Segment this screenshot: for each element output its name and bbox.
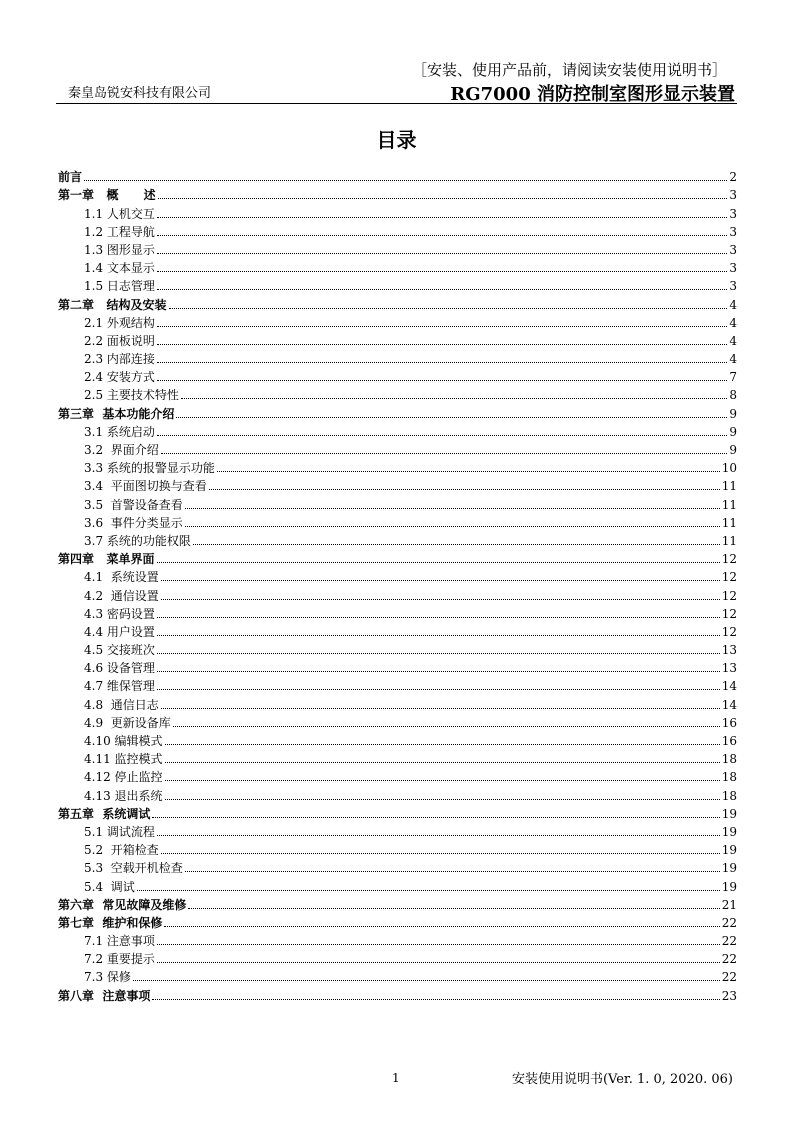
toc-dot-leader (209, 489, 720, 490)
header-product-title: RG7000 消防控制室图形显示装置 (450, 84, 735, 105)
toc-entry-label: 1.4 文本显示 (84, 261, 155, 276)
toc-entry-page: 18 (721, 770, 737, 785)
toc-dot-leader (173, 726, 720, 727)
toc-entry-page: 4 (729, 297, 737, 312)
toc-dot-leader (185, 508, 720, 509)
toc-entry-label: 3.4 平面图切换与查看 (84, 479, 207, 494)
table-of-contents (58, 166, 737, 1003)
toc-dot-leader (152, 999, 719, 1000)
toc-section-entry[interactable] (58, 730, 737, 748)
toc-entry-page: 19 (721, 824, 737, 839)
toc-entry-label: 4.10 编辑模式 (84, 734, 163, 748)
toc-entry-page: 19 (721, 806, 737, 821)
header-note: ［安装、使用产品前，请阅读安装使用说明书］ (411, 61, 727, 79)
toc-entry-label: 第一章 概 述 (58, 188, 156, 203)
toc-entry-page: 12 (721, 552, 737, 567)
toc-section-entry[interactable] (58, 312, 737, 330)
toc-dot-leader (161, 453, 728, 454)
toc-dot-leader (157, 362, 727, 363)
toc-dot-leader (84, 180, 727, 181)
toc-entry-label: 3.3 系统的报警显示功能 (84, 461, 215, 476)
toc-dot-leader (185, 871, 720, 872)
toc-dot-leader (133, 980, 720, 981)
toc-entry-page: 16 (721, 734, 737, 748)
toc-dot-leader (217, 471, 720, 472)
toc-entry-label: 4.12 停止监控 (84, 770, 163, 785)
toc-section-entry[interactable] (58, 603, 737, 621)
toc-entry-page: 3 (729, 224, 737, 239)
toc-chapter-entry[interactable] (58, 912, 737, 930)
toc-entry-page: 13 (721, 643, 737, 658)
toc-entry-label: 4.11 监控模式 (84, 752, 163, 767)
toc-chapter-entry[interactable] (58, 894, 737, 912)
toc-section-entry[interactable] (58, 675, 737, 693)
toc-section-entry[interactable] (58, 930, 737, 948)
toc-entry-label: 第三章 基本功能介绍 (58, 406, 175, 421)
toc-entry-page: 14 (721, 679, 737, 694)
toc-entry-page: 22 (721, 934, 737, 949)
toc-entry-label: 7.1 注意事项 (84, 934, 155, 949)
toc-entry-page: 9 (729, 443, 737, 457)
toc-dot-leader (157, 271, 727, 272)
toc-dot-leader (165, 744, 720, 745)
toc-chapter-entry[interactable] (58, 166, 737, 184)
toc-section-entry[interactable] (58, 639, 737, 657)
toc-section-entry[interactable] (58, 475, 737, 493)
toc-entry-page: 14 (721, 697, 737, 712)
toc-entry-page: 3 (729, 279, 737, 294)
toc-entry-page: 11 (721, 533, 737, 548)
toc-entry-label: 3.1 系统启动 (84, 424, 155, 439)
footer-page-number: 1 (392, 1071, 400, 1085)
toc-entry-page: 21 (721, 897, 737, 912)
toc-section-entry[interactable] (58, 712, 737, 730)
toc-dot-leader (161, 580, 720, 581)
toc-dot-leader (188, 908, 719, 909)
toc-chapter-entry[interactable] (58, 548, 737, 566)
toc-entry-label: 1.2 工程导航 (84, 224, 155, 239)
toc-dot-leader (137, 890, 720, 891)
toc-entry-page: 10 (721, 461, 737, 476)
toc-section-entry[interactable] (58, 366, 737, 384)
toc-entry-page: 3 (729, 242, 737, 257)
toc-dot-leader (157, 562, 720, 563)
toc-entry-label: 5.4 调试 (84, 879, 135, 894)
toc-dot-leader (157, 635, 720, 636)
toc-dot-leader (157, 653, 720, 654)
toc-entry-label: 5.1 调试流程 (84, 824, 155, 839)
toc-entry-page: 3 (729, 206, 737, 221)
toc-dot-leader (185, 526, 720, 527)
toc-entry-label: 第七章 维护和保修 (58, 915, 163, 930)
toc-entry-label: 第八章 注意事项 (58, 988, 151, 1003)
toc-entry-label: 第六章 常见故障及维修 (58, 897, 187, 912)
toc-entry-page: 4 (729, 333, 737, 348)
toc-section-entry[interactable] (58, 239, 737, 257)
toc-section-entry[interactable] (58, 221, 737, 239)
toc-dot-leader (165, 780, 720, 781)
toc-section-entry[interactable] (58, 748, 737, 766)
toc-dot-leader (157, 689, 720, 690)
toc-dot-leader (161, 853, 720, 854)
toc-entry-page: 19 (721, 861, 737, 876)
toc-entry-page: 11 (721, 479, 737, 494)
toc-chapter-entry[interactable] (58, 984, 737, 1002)
toc-dot-leader (157, 253, 727, 254)
toc-dot-leader (161, 599, 720, 600)
toc-section-entry[interactable] (58, 821, 737, 839)
toc-section-entry[interactable] (58, 202, 737, 220)
toc-entry-label: 2.3 内部连接 (84, 352, 155, 367)
toc-chapter-entry[interactable] (58, 184, 737, 202)
toc-entry-label: 2.1 外观结构 (84, 315, 155, 330)
toc-entry-label: 3.6 事件分类显示 (84, 515, 183, 530)
toc-section-entry[interactable] (58, 875, 737, 893)
toc-dot-leader (157, 380, 727, 381)
toc-entry-label: 3.7 系统的功能权限 (84, 533, 191, 548)
toc-entry-page: 11 (721, 497, 737, 512)
toc-dot-leader (152, 817, 719, 818)
toc-entry-label: 4.6 设备管理 (84, 661, 155, 676)
toc-section-entry[interactable] (58, 693, 737, 711)
toc-entry-label: 第五章 系统调试 (58, 806, 151, 821)
toc-entry-label: 4.8 通信日志 (84, 697, 159, 712)
toc-section-entry[interactable] (58, 275, 737, 293)
toc-entry-label: 4.5 交接班次 (84, 643, 155, 658)
toc-chapter-entry[interactable] (58, 803, 737, 821)
toc-dot-leader (169, 308, 728, 309)
toc-chapter-entry[interactable] (58, 402, 737, 420)
toc-entry-label: 3.5 首警设备查看 (84, 497, 183, 512)
toc-section-entry[interactable] (58, 784, 737, 802)
toc-dot-leader (193, 544, 720, 545)
toc-entry-page: 12 (721, 570, 737, 585)
toc-entry-label: 7.2 重要提示 (84, 952, 155, 967)
toc-dot-leader (157, 289, 727, 290)
toc-dot-leader (157, 944, 720, 945)
toc-entry-page: 12 (721, 624, 737, 639)
toc-entry-page: 13 (721, 661, 737, 676)
toc-entry-label: 4.7 维保管理 (84, 679, 155, 694)
toc-section-entry[interactable] (58, 966, 737, 984)
toc-entry-page: 22 (721, 952, 737, 967)
toc-entry-label: 4.9 更新设备库 (84, 715, 171, 730)
toc-section-entry[interactable] (58, 566, 737, 584)
toc-section-entry[interactable] (58, 530, 737, 548)
toc-entry-page: 4 (729, 315, 737, 330)
toc-dot-leader (164, 926, 719, 927)
toc-title: 目录 (376, 128, 417, 152)
toc-entry-label: 4.2 通信设置 (84, 588, 159, 603)
toc-dot-leader (157, 326, 727, 327)
toc-entry-page: 4 (729, 352, 737, 367)
toc-dot-leader (157, 962, 720, 963)
toc-entry-label: 5.3 空载开机检查 (84, 861, 183, 876)
toc-section-entry[interactable] (58, 421, 737, 439)
toc-entry-page: 16 (721, 715, 737, 730)
toc-chapter-entry[interactable] (58, 293, 737, 311)
toc-entry-page: 18 (721, 752, 737, 767)
toc-dot-leader (157, 235, 727, 236)
toc-dot-leader (161, 708, 720, 709)
toc-section-entry[interactable] (58, 948, 737, 966)
toc-entry-page: 9 (729, 424, 737, 439)
toc-section-entry[interactable] (58, 512, 737, 530)
header-rule (56, 103, 737, 104)
toc-entry-page: 7 (729, 370, 737, 385)
header-company: 秦皇岛锐安科技有限公司 (68, 86, 212, 101)
toc-entry-page: 12 (721, 606, 737, 621)
toc-dot-leader (157, 217, 727, 218)
toc-entry-label: 4.4 用户设置 (84, 624, 155, 639)
toc-entry-label: 第四章 菜单界面 (58, 552, 155, 567)
toc-entry-label: 1.3 图形显示 (84, 242, 155, 257)
toc-entry-page: 11 (721, 515, 737, 530)
toc-dot-leader (181, 398, 727, 399)
toc-entry-page: 18 (721, 788, 737, 803)
toc-entry-page: 8 (729, 388, 737, 403)
toc-entry-label: 前言 (58, 170, 83, 185)
toc-section-entry[interactable] (58, 857, 737, 875)
toc-entry-label: 2.5 主要技术特性 (84, 388, 179, 403)
toc-entry-label: 7.3 保修 (84, 970, 131, 985)
toc-dot-leader (157, 344, 727, 345)
toc-entry-label: 4.3 密码设置 (84, 606, 155, 621)
toc-dot-leader (165, 762, 720, 763)
toc-dot-leader (176, 417, 727, 418)
toc-entry-page: 3 (729, 261, 737, 276)
toc-section-entry[interactable] (58, 439, 737, 457)
toc-entry-page: 19 (721, 843, 737, 858)
toc-entry-page: 23 (721, 988, 737, 1003)
toc-entry-page: 19 (721, 879, 737, 894)
toc-entry-page: 22 (721, 915, 737, 930)
toc-section-entry[interactable] (58, 657, 737, 675)
toc-section-entry[interactable] (58, 457, 737, 475)
toc-entry-page: 12 (721, 588, 737, 603)
toc-dot-leader (157, 617, 720, 618)
toc-entry-label: 1.5 日志管理 (84, 279, 155, 294)
toc-dot-leader (157, 671, 720, 672)
toc-section-entry[interactable] (58, 766, 737, 784)
toc-entry-label: 3.2 界面介绍 (84, 443, 159, 457)
toc-entry-page: 9 (729, 406, 737, 421)
footer-note: 安装使用说明书(Ver. 1. 0, 2020. 06) (511, 1072, 733, 1087)
toc-section-entry[interactable] (58, 330, 737, 348)
toc-section-entry[interactable] (58, 348, 737, 366)
toc-dot-leader (158, 198, 728, 199)
toc-dot-leader (157, 835, 720, 836)
toc-section-entry[interactable] (58, 621, 737, 639)
toc-section-entry[interactable] (58, 839, 737, 857)
toc-entry-label: 5.2 开箱检查 (84, 843, 159, 858)
toc-dot-leader (165, 799, 720, 800)
toc-entry-page: 3 (729, 188, 737, 203)
toc-entry-page: 22 (721, 970, 737, 985)
toc-dot-leader (157, 435, 727, 436)
toc-entry-label: 2.4 安装方式 (84, 370, 155, 385)
toc-section-entry[interactable] (58, 493, 737, 511)
toc-section-entry[interactable] (58, 257, 737, 275)
toc-entry-label: 第二章 结构及安装 (58, 297, 167, 312)
toc-section-entry[interactable] (58, 384, 737, 402)
toc-entry-label: 4.13 退出系统 (84, 788, 163, 803)
toc-section-entry[interactable] (58, 584, 737, 602)
toc-entry-label: 2.2 面板说明 (84, 333, 155, 348)
toc-entry-label: 4.1 系统设置 (84, 570, 159, 585)
toc-entry-label: 1.1 人机交互 (84, 206, 155, 221)
toc-entry-page: 2 (729, 170, 737, 185)
